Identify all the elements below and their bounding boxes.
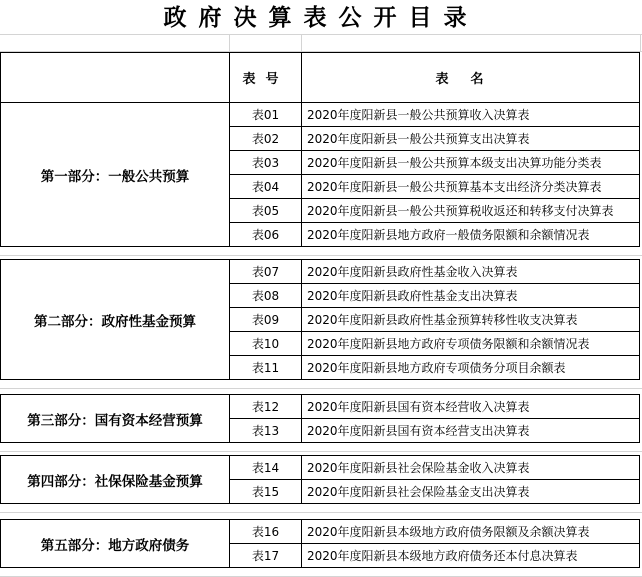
section-label: 第五部分：地方政府债务 (0, 519, 230, 568)
table-name-cell: 2020年度阳新县国有资本经营收入决算表 (301, 394, 640, 419)
table-name-cell: 2020年度阳新县一般公共预算收入决算表 (301, 102, 640, 127)
table-no-cell: 表17 (229, 543, 302, 568)
table-name-cell: 2020年度阳新县地方政府一般债务限额和余额情况表 (301, 222, 640, 247)
table-name-cell: 2020年度阳新县政府性基金预算转移性收支决算表 (301, 307, 640, 332)
table-no-cell: 表06 (229, 222, 302, 247)
table-no-cell: 表10 (229, 331, 302, 356)
table-header (0, 52, 642, 103)
section-block (0, 102, 642, 247)
table-no-cell: 表07 (229, 259, 302, 284)
table-no-cell: 表14 (229, 455, 302, 480)
table-name-cell: 2020年度阳新县本级地方政府债务还本付息决算表 (301, 543, 640, 568)
table-no-cell: 表12 (229, 394, 302, 419)
table-no-cell: 表01 (229, 102, 302, 127)
table-no-cell: 表13 (229, 418, 302, 443)
table-no-cell: 表02 (229, 126, 302, 151)
section-block (0, 394, 642, 443)
gridline (0, 512, 642, 513)
table-name-cell: 2020年度阳新县政府性基金支出决算表 (301, 283, 640, 308)
page-title: 政府决算表公开目录 (163, 4, 479, 31)
table-no-cell: 表03 (229, 150, 302, 175)
table-name-cell: 2020年度阳新县政府性基金收入决算表 (301, 259, 640, 284)
header-table-no: 表号 (229, 52, 302, 103)
gridline (0, 255, 642, 256)
table-name-cell: 2020年度阳新县社会保险基金收入决算表 (301, 455, 640, 480)
table-no-cell: 表04 (229, 174, 302, 199)
gridline (0, 451, 642, 452)
table-name-cell: 2020年度阳新县地方政府专项债务限额和余额情况表 (301, 331, 640, 356)
section-block (0, 519, 642, 568)
table-no-cell: 表11 (229, 355, 302, 380)
table-no-cell: 表09 (229, 307, 302, 332)
table-name-cell: 2020年度阳新县国有资本经营支出决算表 (301, 418, 640, 443)
table-name-cell: 2020年度阳新县一般公共预算税收返还和转移支付决算表 (301, 198, 640, 223)
table-name-cell: 2020年度阳新县社会保险基金支出决算表 (301, 479, 640, 504)
header-table-name: 表名 (301, 52, 640, 103)
catalog-table (0, 34, 642, 572)
table-name-cell: 2020年度阳新县本级地方政府债务限额及余额决算表 (301, 519, 640, 544)
section-block (0, 455, 642, 504)
section-label: 第三部分：国有资本经营预算 (0, 394, 230, 443)
table-name-cell: 2020年度阳新县一般公共预算本级支出决算功能分类表 (301, 150, 640, 175)
section-block (0, 259, 642, 380)
table-no-cell: 表05 (229, 198, 302, 223)
table-no-cell: 表15 (229, 479, 302, 504)
gridline (0, 388, 642, 389)
table-no-cell: 表08 (229, 283, 302, 308)
section-label: 第四部分：社保保险基金预算 (0, 455, 230, 504)
section-label: 第二部分：政府性基金预算 (0, 259, 230, 380)
section-label: 第一部分：一般公共预算 (0, 102, 230, 247)
table-name-cell: 2020年度阳新县地方政府专项债务分项目余额表 (301, 355, 640, 380)
table-no-cell: 表16 (229, 519, 302, 544)
table-name-cell: 2020年度阳新县一般公共预算支出决算表 (301, 126, 640, 151)
header-blank-cell (0, 52, 230, 103)
table-name-cell: 2020年度阳新县一般公共预算基本支出经济分类决算表 (301, 174, 640, 199)
